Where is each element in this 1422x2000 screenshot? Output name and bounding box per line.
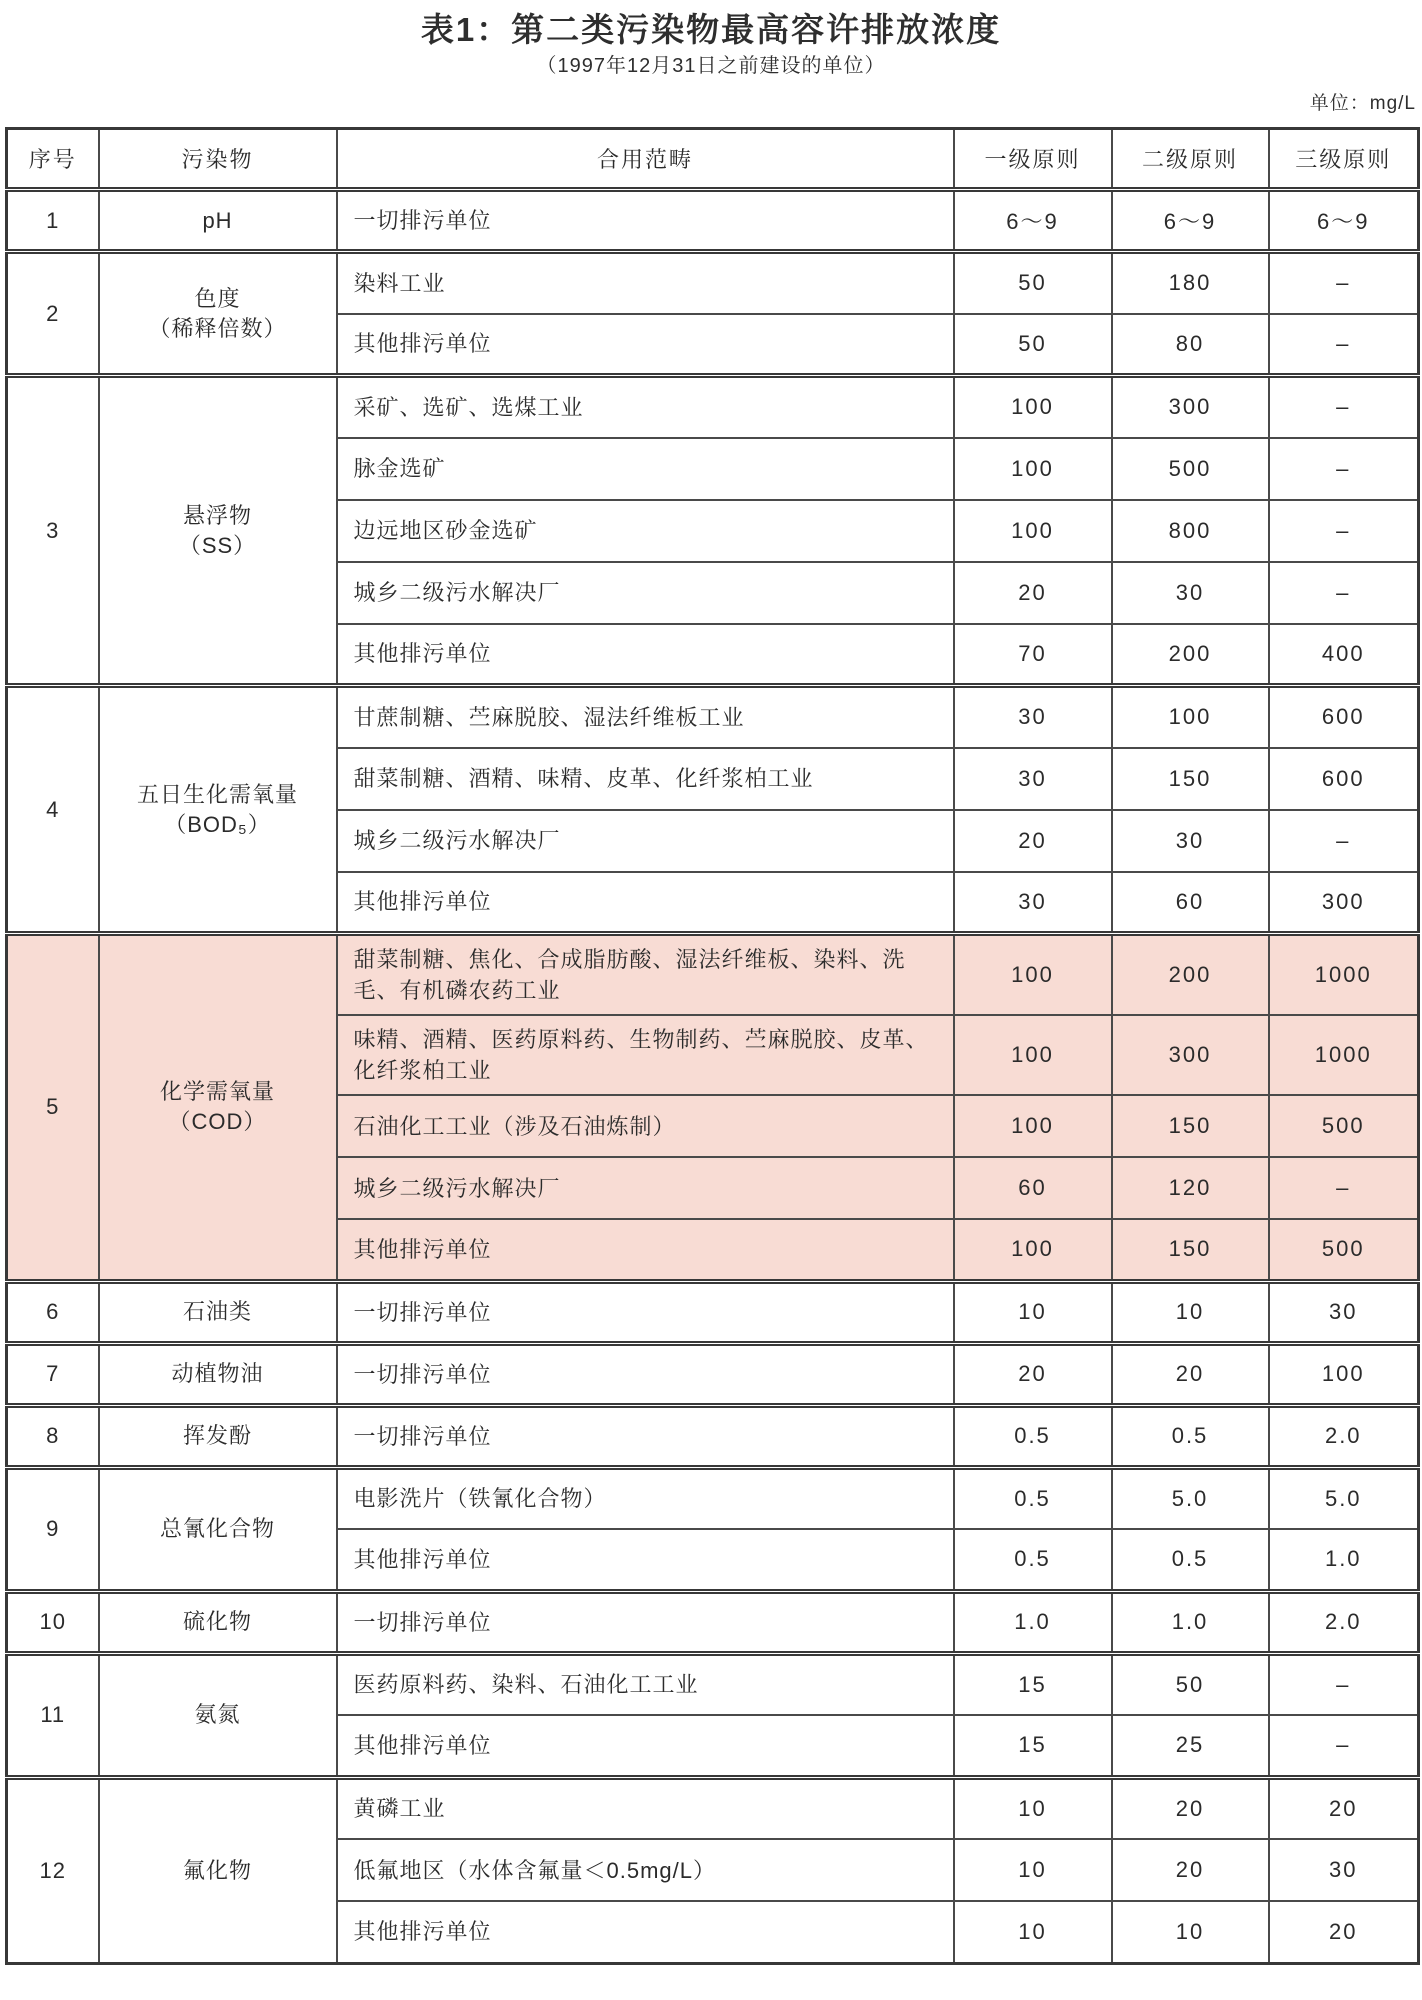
level1-value: 30: [954, 872, 1112, 934]
level3-value: 300: [1269, 872, 1419, 934]
page-subtitle: （1997年12月31日之前建设的单位）: [536, 55, 886, 77]
level2-value: 180: [1112, 252, 1269, 314]
row-number: 10: [7, 1591, 99, 1653]
level2-value: 20: [1112, 1343, 1269, 1405]
level3-value: 5.0: [1269, 1467, 1419, 1529]
level3-value: 30: [1269, 1839, 1419, 1901]
level3-value: 500: [1269, 1219, 1419, 1281]
level1-value: 50: [954, 252, 1112, 314]
applicable-scope: 其他排污单位: [337, 1715, 954, 1777]
level3-value: 600: [1269, 686, 1419, 748]
applicable-scope: 甘蔗制糖、苎麻脱胶、湿法纤维板工业: [337, 686, 954, 748]
table-row: [7, 1653, 1419, 1715]
level2-value: 60: [1112, 872, 1269, 934]
level1-value: 20: [954, 1343, 1112, 1405]
table-row: [7, 1777, 1419, 1839]
level3-value: 1.0: [1269, 1529, 1419, 1591]
table-row: [7, 686, 1419, 748]
level3-value: 600: [1269, 748, 1419, 810]
applicable-scope: 城乡二级污水解决厂: [337, 1157, 954, 1219]
level2-value: 25: [1112, 1715, 1269, 1777]
table-row: [7, 1467, 1419, 1529]
column-header-level2: 二级原则: [1112, 129, 1269, 190]
level1-value: 10: [954, 1281, 1112, 1343]
level2-value: 10: [1112, 1281, 1269, 1343]
pollutant-name: 悬浮物 （SS）: [99, 376, 337, 686]
applicable-scope: 脉金选矿: [337, 438, 954, 500]
pollutant-name: 挥发酚: [99, 1405, 337, 1467]
applicable-scope: 甜菜制糖、焦化、合成脂肪酸、湿法纤维板、染料、洗毛、有机磷农药工业: [337, 934, 954, 1016]
level1-value: 100: [954, 1015, 1112, 1095]
row-number: 1: [7, 190, 99, 252]
applicable-scope: 采矿、选矿、选煤工业: [337, 376, 954, 438]
level2-value: 30: [1112, 810, 1269, 872]
level3-value: –: [1269, 810, 1419, 872]
table-row: [7, 934, 1419, 1016]
level2-value: 150: [1112, 1219, 1269, 1281]
pollutant-name: 总氰化合物: [99, 1467, 337, 1591]
applicable-scope: 味精、酒精、医药原料药、生物制药、苎麻脱胶、皮革、化纤浆柏工业: [337, 1015, 954, 1095]
row-number: 12: [7, 1777, 99, 1963]
level2-value: 200: [1112, 934, 1269, 1016]
row-number: 4: [7, 686, 99, 934]
row-number: 6: [7, 1281, 99, 1343]
level1-value: 100: [954, 934, 1112, 1016]
level1-value: 20: [954, 562, 1112, 624]
applicable-scope: 电影洗片（铁氰化合物）: [337, 1467, 954, 1529]
applicable-scope: 一切排污单位: [337, 1591, 954, 1653]
level1-value: 70: [954, 624, 1112, 686]
level3-value: 20: [1269, 1777, 1419, 1839]
pollutant-name: 氟化物: [99, 1777, 337, 1963]
applicable-scope: 医药原料药、染料、石油化工工业: [337, 1653, 954, 1715]
level2-value: 10: [1112, 1901, 1269, 1963]
level2-value: 0.5: [1112, 1405, 1269, 1467]
pollutant-name: pH: [99, 190, 337, 252]
applicable-scope: 城乡二级污水解决厂: [337, 810, 954, 872]
table-row: [7, 190, 1419, 252]
applicable-scope: 其他排污单位: [337, 1901, 954, 1963]
level3-value: –: [1269, 1157, 1419, 1219]
level1-value: 0.5: [954, 1405, 1112, 1467]
unit-label: 单位：mg/L: [1309, 93, 1416, 114]
level1-value: 15: [954, 1653, 1112, 1715]
pollutant-name: 化学需氧量 （COD）: [99, 934, 337, 1282]
pollutant-name: 五日生化需氧量 （BOD₅）: [99, 686, 337, 934]
level1-value: 10: [954, 1839, 1112, 1901]
level2-value: 300: [1112, 376, 1269, 438]
level2-value: 20: [1112, 1839, 1269, 1901]
level1-value: 100: [954, 500, 1112, 562]
level2-value: 500: [1112, 438, 1269, 500]
pollutant-name: 动植物油: [99, 1343, 337, 1405]
applicable-scope: 一切排污单位: [337, 1281, 954, 1343]
table-row: [7, 1281, 1419, 1343]
level3-value: 2.0: [1269, 1405, 1419, 1467]
column-header-level1: 一级原则: [954, 129, 1112, 190]
level3-value: 2.0: [1269, 1591, 1419, 1653]
level1-value: 0.5: [954, 1529, 1112, 1591]
level3-value: –: [1269, 314, 1419, 376]
applicable-scope: 其他排污单位: [337, 872, 954, 934]
level1-value: 0.5: [954, 1467, 1112, 1529]
level1-value: 10: [954, 1901, 1112, 1963]
level3-value: 500: [1269, 1095, 1419, 1157]
pollutant-name: 硫化物: [99, 1591, 337, 1653]
level2-value: 120: [1112, 1157, 1269, 1219]
row-number: 9: [7, 1467, 99, 1591]
level1-value: 100: [954, 1095, 1112, 1157]
level1-value: 15: [954, 1715, 1112, 1777]
row-number: 7: [7, 1343, 99, 1405]
level3-value: –: [1269, 1653, 1419, 1715]
level3-value: –: [1269, 562, 1419, 624]
row-number: 5: [7, 934, 99, 1282]
table-body: [7, 190, 1419, 1964]
level3-value: 20: [1269, 1901, 1419, 1963]
level1-value: 30: [954, 748, 1112, 810]
pollutant-name: 石油类: [99, 1281, 337, 1343]
row-number: 11: [7, 1653, 99, 1777]
level2-value: 150: [1112, 1095, 1269, 1157]
column-header-no: 序号: [7, 129, 99, 190]
level3-value: 30: [1269, 1281, 1419, 1343]
table-row: [7, 1591, 1419, 1653]
level1-value: 100: [954, 1219, 1112, 1281]
applicable-scope: 甜菜制糖、酒精、味精、皮革、化纤浆柏工业: [337, 748, 954, 810]
applicable-scope: 低氟地区（水体含氟量＜0.5mg/L）: [337, 1839, 954, 1901]
level2-value: 0.5: [1112, 1529, 1269, 1591]
level2-value: 30: [1112, 562, 1269, 624]
table-header-row: [7, 129, 1419, 190]
level2-value: 1.0: [1112, 1591, 1269, 1653]
level1-value: 100: [954, 438, 1112, 500]
level3-value: 1000: [1269, 1015, 1419, 1095]
column-header-level3: 三级原则: [1269, 129, 1419, 190]
level1-value: 30: [954, 686, 1112, 748]
applicable-scope: 其他排污单位: [337, 624, 954, 686]
level1-value: 1.0: [954, 1591, 1112, 1653]
level2-value: 800: [1112, 500, 1269, 562]
row-number: 3: [7, 376, 99, 686]
level2-value: 50: [1112, 1653, 1269, 1715]
level3-value: –: [1269, 500, 1419, 562]
applicable-scope: 其他排污单位: [337, 1219, 954, 1281]
level1-value: 6～9: [954, 190, 1112, 252]
level2-value: 6～9: [1112, 190, 1269, 252]
level3-value: 1000: [1269, 934, 1419, 1016]
row-number: 2: [7, 252, 99, 376]
pollutant-name: 色度 （稀释倍数）: [99, 252, 337, 376]
level2-value: 100: [1112, 686, 1269, 748]
table-row: [7, 1405, 1419, 1467]
applicable-scope: 染料工业: [337, 252, 954, 314]
level3-value: –: [1269, 438, 1419, 500]
applicable-scope: 城乡二级污水解决厂: [337, 562, 954, 624]
pollutant-name: 氨氮: [99, 1653, 337, 1777]
level1-value: 50: [954, 314, 1112, 376]
applicable-scope: 边远地区砂金选矿: [337, 500, 954, 562]
row-number: 8: [7, 1405, 99, 1467]
applicable-scope: 一切排污单位: [337, 190, 954, 252]
level2-value: 5.0: [1112, 1467, 1269, 1529]
level2-value: 80: [1112, 314, 1269, 376]
level1-value: 20: [954, 810, 1112, 872]
level3-value: –: [1269, 252, 1419, 314]
level2-value: 200: [1112, 624, 1269, 686]
level2-value: 150: [1112, 748, 1269, 810]
applicable-scope: 石油化工工业（涉及石油炼制）: [337, 1095, 954, 1157]
table-row: [7, 1343, 1419, 1405]
column-header-scope: 合用范畴: [337, 129, 954, 190]
level3-value: 400: [1269, 624, 1419, 686]
level2-value: 300: [1112, 1015, 1269, 1095]
applicable-scope: 黄磷工业: [337, 1777, 954, 1839]
level1-value: 100: [954, 376, 1112, 438]
page-title: 表1：第二类污染物最高容许排放浓度: [420, 11, 1002, 48]
level1-value: 60: [954, 1157, 1112, 1219]
level3-value: 6～9: [1269, 190, 1419, 252]
applicable-scope: 其他排污单位: [337, 1529, 954, 1591]
table-row: [7, 376, 1419, 438]
level2-value: 20: [1112, 1777, 1269, 1839]
column-header-pollutant: 污染物: [99, 129, 337, 190]
applicable-scope: 一切排污单位: [337, 1343, 954, 1405]
pollutant-limits-table: [5, 127, 1420, 1965]
level3-value: –: [1269, 1715, 1419, 1777]
applicable-scope: 一切排污单位: [337, 1405, 954, 1467]
level1-value: 10: [954, 1777, 1112, 1839]
table-row: [7, 252, 1419, 314]
applicable-scope: 其他排污单位: [337, 314, 954, 376]
level3-value: –: [1269, 376, 1419, 438]
level3-value: 100: [1269, 1343, 1419, 1405]
